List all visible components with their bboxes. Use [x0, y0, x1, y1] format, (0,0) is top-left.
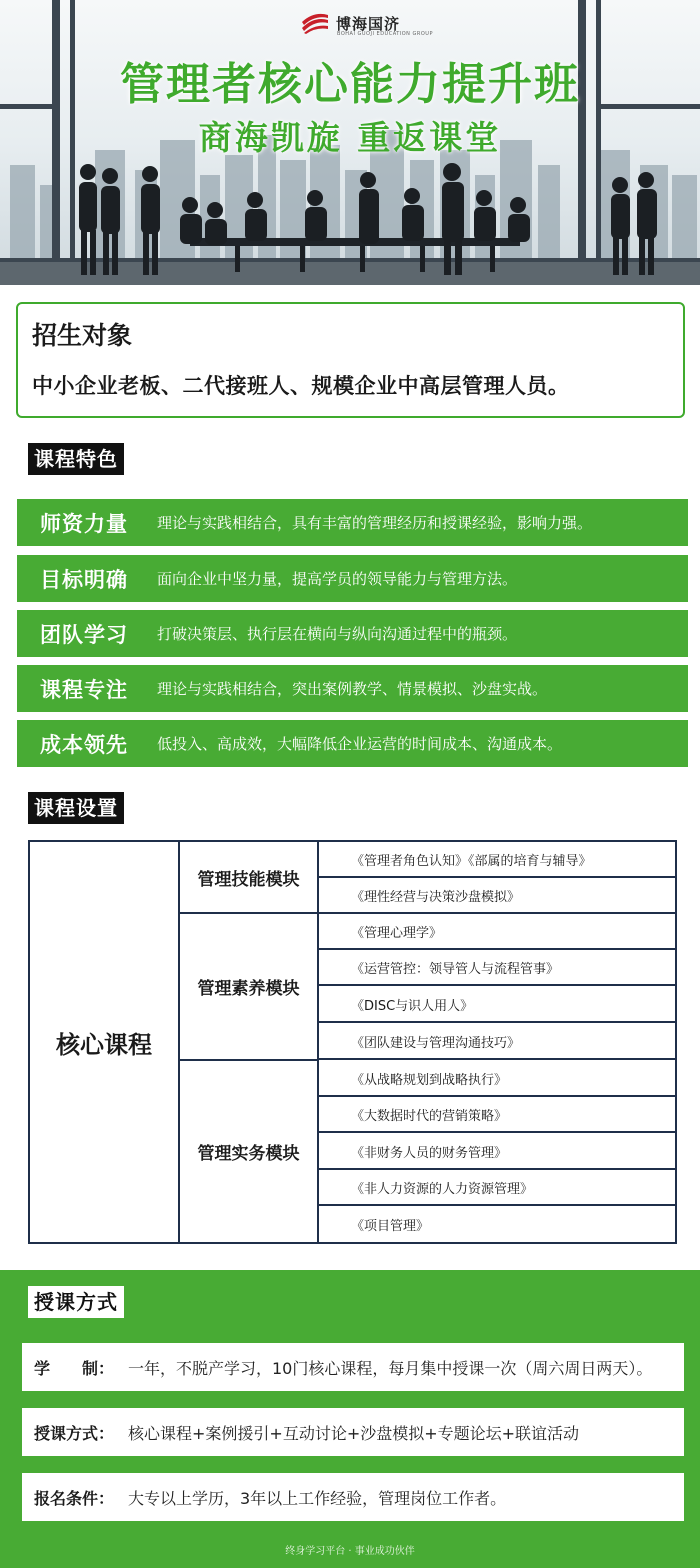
course-item: 《理性经营与决策沙盘模拟》 [319, 878, 675, 914]
method-section-label: 授课方式 [28, 1286, 124, 1318]
course-item: 《大数据时代的营销策略》 [319, 1097, 675, 1133]
feature-bar [17, 555, 688, 602]
feature-desc: 理论与实践相结合，具有丰富的管理经历和授课经验，影响力强。 [157, 514, 593, 532]
feature-name: 课程专注 [40, 677, 128, 702]
method-row-value: 一年，不脱产学习，10门核心课程，每月集中授课一次（周六周日两天）。 [128, 1358, 653, 1378]
feature-bar [17, 610, 688, 657]
curriculum-table [28, 840, 677, 1244]
feature-bar [17, 665, 688, 712]
feature-desc: 低投入、高成效，大幅降低企业运营的时间成本、沟通成本。 [157, 735, 563, 753]
module-cell: 管理技能模块 [180, 842, 319, 914]
feature-desc: 面向企业中坚力量，提高学员的领导能力与管理方法。 [157, 570, 518, 588]
feature-name: 目标明确 [40, 567, 128, 592]
enrollment-target-text: 中小企业老板、二代接班人、规模企业中高层管理人员。 [32, 374, 570, 398]
feature-name: 成本领先 [40, 732, 128, 757]
course-item: 《非财务人员的财务管理》 [319, 1134, 675, 1170]
method-row [22, 1408, 684, 1456]
feature-name: 团队学习 [40, 622, 128, 647]
page-title: 管理者核心能力提升班 [120, 59, 580, 110]
feature-bar [17, 499, 688, 546]
feature-bar [17, 720, 688, 767]
course-item: 《DISC与识人用人》 [319, 987, 675, 1023]
method-row-value: 核心课程+案例援引+互动讨论+沙盘模拟+专题论坛+联谊活动 [128, 1423, 580, 1443]
brand-name: 博海国济 [336, 14, 401, 33]
method-row-value: 大专以上学历，3年以上工作经验，管理岗位工作者。 [128, 1488, 507, 1508]
method-row-label: 学 制： [34, 1358, 115, 1378]
feature-name: 师资力量 [40, 511, 128, 536]
brand-tagline: BOHAI GUOJI EDUCATION GROUP [337, 31, 433, 37]
course-item: 《运营管控：领导管人与流程管事》 [319, 950, 675, 986]
hero-banner [0, 0, 700, 285]
method-row-label: 授课方式： [34, 1423, 115, 1443]
module-cell: 管理素养模块 [180, 914, 319, 1061]
method-row [22, 1343, 684, 1391]
course-item: 《团队建设与管理沟通技巧》 [319, 1024, 675, 1060]
course-item: 《项目管理》 [351, 1218, 430, 1234]
feature-desc: 打破决策层、执行层在横向与纵向沟通过程中的瓶颈。 [157, 625, 518, 643]
feature-desc: 理论与实践相结合，突出案例教学、情景模拟、沙盘实战。 [157, 680, 548, 698]
enrollment-target-title: 招生对象 [32, 321, 133, 350]
method-row [22, 1473, 684, 1521]
method-row-label: 报名条件： [34, 1488, 115, 1508]
module-cell: 管理实务模块 [180, 1061, 319, 1242]
core-course-cell: 核心课程 [30, 842, 180, 1242]
footer-slogan: 终身学习平台 · 事业成功伙伴 [285, 1546, 415, 1557]
curriculum-section-label: 课程设置 [28, 792, 124, 824]
course-item: 《管理心理学》 [319, 914, 675, 950]
teaching-method-section [0, 1270, 700, 1568]
enrollment-target-box [16, 302, 685, 418]
course-item: 《非人力资源的人力资源管理》 [319, 1170, 675, 1206]
course-item: 《管理者角色认知》《部属的培育与辅导》 [319, 842, 675, 878]
brand-mark-icon [300, 12, 330, 34]
course-item: 《从战略规划到战略执行》 [319, 1061, 675, 1097]
page-subtitle: 商海凯旋 重返课堂 [198, 118, 502, 157]
features-section-label: 课程特色 [28, 443, 124, 475]
